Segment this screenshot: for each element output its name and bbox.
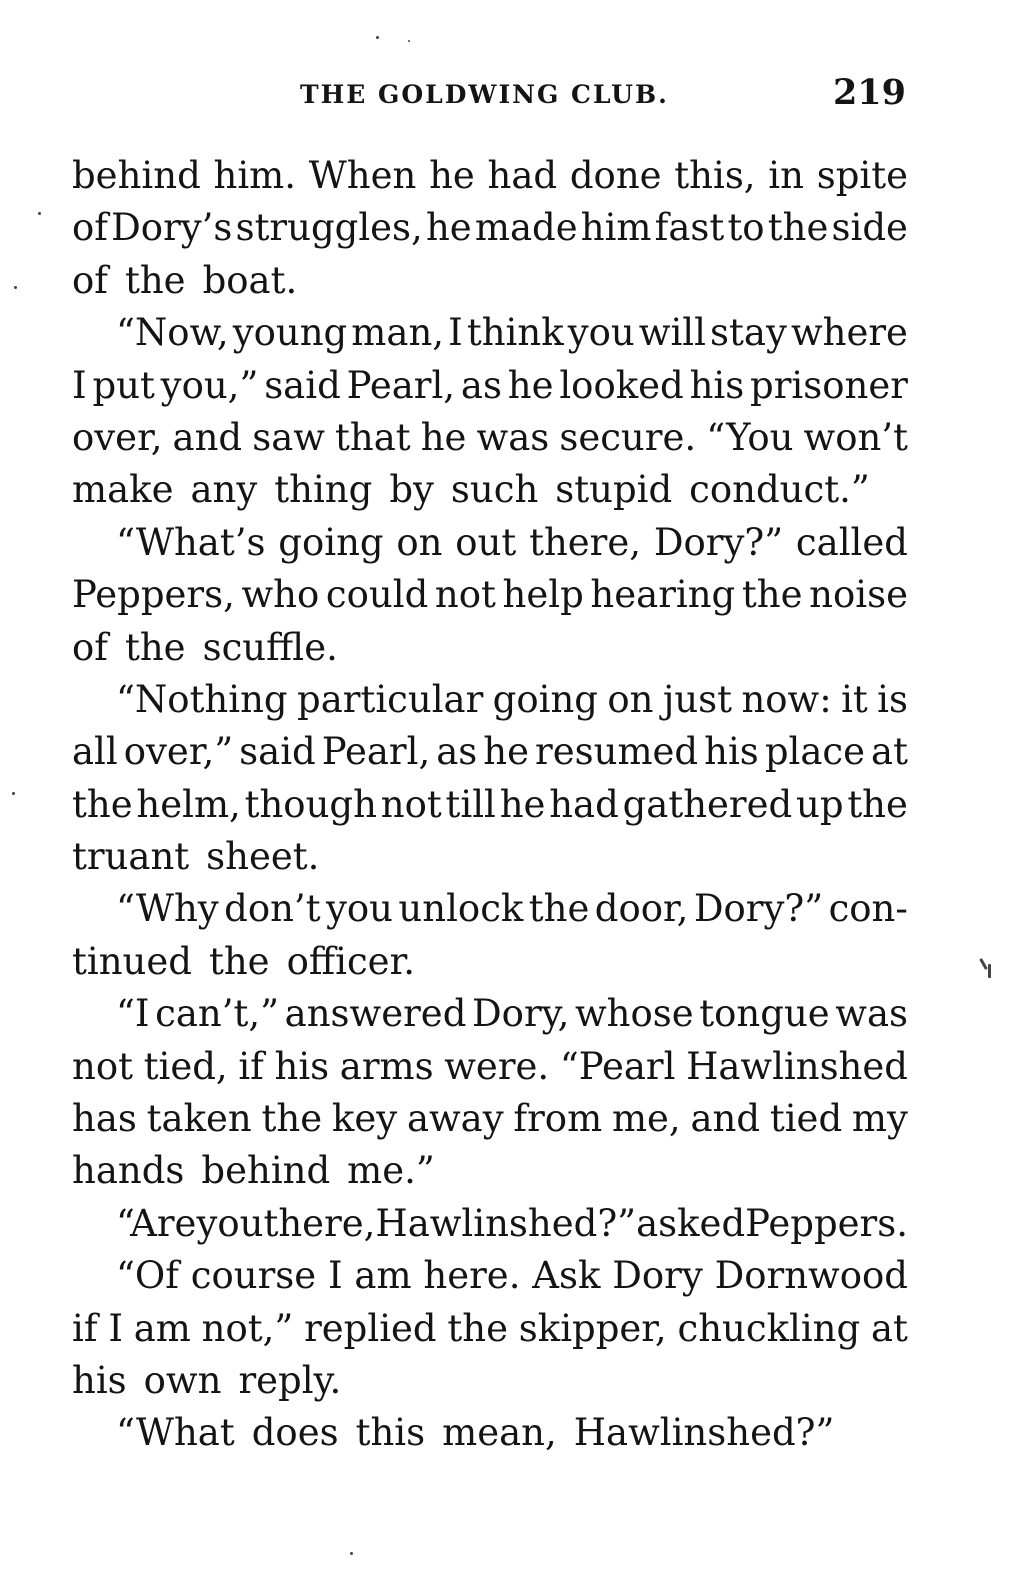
text-line bbox=[72, 1355, 908, 1407]
word: Dory, bbox=[472, 992, 570, 1036]
word: spite bbox=[816, 154, 908, 197]
word: stupid bbox=[555, 468, 673, 512]
word: not,” bbox=[201, 1306, 294, 1350]
word: not bbox=[434, 573, 496, 617]
text-line bbox=[72, 307, 908, 359]
word: not bbox=[380, 782, 442, 826]
word: help bbox=[502, 573, 584, 617]
scan-speck bbox=[350, 1552, 353, 1555]
word: could bbox=[325, 573, 429, 617]
word: answered bbox=[284, 992, 467, 1036]
text-line bbox=[72, 936, 908, 988]
word: Ask bbox=[532, 1254, 601, 1298]
word: my bbox=[851, 1097, 908, 1141]
word: his bbox=[274, 1044, 330, 1088]
word: he bbox=[499, 782, 546, 826]
text-line bbox=[72, 1250, 908, 1302]
word: gathered bbox=[622, 782, 793, 826]
word: such bbox=[450, 468, 539, 512]
text-line bbox=[72, 622, 908, 674]
word: up bbox=[796, 782, 844, 826]
word: and bbox=[172, 415, 243, 459]
word: “What bbox=[116, 1411, 235, 1455]
word: “Are bbox=[116, 1201, 197, 1245]
word: will bbox=[638, 311, 706, 355]
word: noise bbox=[809, 573, 908, 617]
word: his bbox=[72, 1358, 127, 1402]
word: resumed bbox=[535, 730, 699, 774]
word: place bbox=[764, 730, 866, 774]
word: this bbox=[355, 1411, 426, 1455]
word: he bbox=[420, 415, 467, 459]
text-line bbox=[72, 883, 908, 935]
word: fast bbox=[654, 206, 725, 250]
word: man, bbox=[351, 311, 445, 355]
word: tied bbox=[769, 1097, 843, 1141]
word: who bbox=[241, 573, 320, 617]
word: had bbox=[487, 154, 558, 197]
word: made bbox=[474, 206, 578, 250]
text-line bbox=[72, 464, 908, 516]
word: on bbox=[396, 520, 443, 564]
word: young bbox=[232, 311, 348, 355]
text-line bbox=[72, 1198, 908, 1250]
word: “Of bbox=[116, 1254, 179, 1298]
word: by bbox=[389, 468, 434, 512]
word: behind bbox=[72, 154, 201, 197]
word: stay bbox=[710, 311, 787, 355]
word: was bbox=[476, 415, 550, 459]
word: behind bbox=[201, 1149, 331, 1193]
word: it bbox=[841, 677, 868, 721]
word: am bbox=[133, 1306, 191, 1350]
word: does bbox=[251, 1411, 339, 1455]
word: helm, bbox=[136, 782, 241, 826]
word: this, bbox=[674, 154, 756, 197]
word: I bbox=[108, 1306, 123, 1350]
word: looked bbox=[559, 363, 684, 407]
word: to bbox=[727, 206, 765, 250]
word: that bbox=[335, 415, 411, 459]
running-title: THE GOLDWING CLUB. bbox=[300, 80, 669, 109]
word: replied bbox=[304, 1306, 437, 1350]
word: I bbox=[448, 311, 463, 355]
word: going bbox=[278, 520, 384, 564]
word: Peppers, bbox=[72, 573, 235, 617]
text-line bbox=[72, 1093, 908, 1145]
word: I bbox=[72, 363, 87, 407]
word: tied, bbox=[143, 1044, 228, 1088]
word: saw bbox=[252, 415, 325, 459]
word: truant bbox=[72, 835, 190, 879]
word: the bbox=[261, 1097, 323, 1141]
word: “What’s bbox=[116, 520, 266, 564]
word: officer. bbox=[286, 939, 415, 983]
word: the bbox=[847, 782, 908, 826]
word: Peppers. bbox=[745, 1201, 908, 1245]
word: his bbox=[704, 730, 759, 774]
word: Dory?” bbox=[693, 887, 824, 931]
word: thing bbox=[274, 468, 373, 512]
word: taken bbox=[146, 1097, 252, 1141]
word: he bbox=[483, 730, 530, 774]
word: if bbox=[238, 1044, 264, 1088]
word: Pearl, bbox=[346, 363, 456, 407]
word: said bbox=[239, 730, 316, 774]
word: side bbox=[831, 206, 908, 250]
word: secure. bbox=[559, 415, 697, 459]
text-line bbox=[72, 831, 908, 883]
word: all bbox=[72, 730, 118, 774]
word: you,” bbox=[160, 363, 259, 407]
word: the bbox=[208, 939, 270, 983]
word: “Why bbox=[116, 887, 219, 931]
word: not bbox=[72, 1044, 133, 1088]
word: of bbox=[72, 206, 108, 250]
word: chuckling bbox=[677, 1306, 861, 1350]
text-line bbox=[72, 779, 908, 831]
word: the bbox=[124, 258, 186, 302]
text-line bbox=[72, 988, 908, 1040]
word: the bbox=[767, 206, 829, 250]
word: now: bbox=[741, 677, 832, 721]
word: there, bbox=[529, 520, 642, 564]
word: his bbox=[689, 363, 745, 407]
word: unlock bbox=[398, 887, 524, 931]
word: as bbox=[460, 363, 502, 407]
word: scuffle. bbox=[202, 625, 338, 669]
page-number: 219 bbox=[832, 72, 906, 113]
word: here. bbox=[423, 1254, 521, 1298]
word: whose bbox=[575, 992, 694, 1036]
word: put bbox=[92, 363, 155, 407]
word: over, bbox=[72, 415, 163, 459]
word: key bbox=[331, 1097, 398, 1141]
word: called bbox=[795, 520, 908, 564]
text-line bbox=[72, 255, 908, 307]
word: me, bbox=[611, 1097, 681, 1141]
word: Hawlinshed bbox=[686, 1044, 908, 1088]
word: away bbox=[406, 1097, 504, 1141]
word: tinued bbox=[72, 939, 192, 983]
word: Pearl, bbox=[321, 730, 431, 774]
word: over,” bbox=[123, 730, 234, 774]
word: I bbox=[327, 1254, 343, 1298]
word: “I bbox=[116, 992, 150, 1036]
scan-speck bbox=[408, 40, 410, 42]
word: mean, bbox=[442, 1411, 557, 1455]
text-line bbox=[72, 1041, 908, 1093]
word: done bbox=[569, 154, 662, 197]
word: had bbox=[549, 782, 619, 826]
word: “You bbox=[706, 415, 794, 459]
word: has bbox=[72, 1097, 137, 1141]
word: “Pearl bbox=[559, 1044, 676, 1088]
word: Dornwood bbox=[714, 1254, 908, 1298]
word: skipper, bbox=[518, 1306, 667, 1350]
word: you bbox=[196, 1201, 264, 1245]
word: particular bbox=[297, 677, 484, 721]
word: going bbox=[492, 677, 598, 721]
word: am bbox=[354, 1254, 412, 1298]
scan-speck bbox=[14, 286, 17, 289]
word: where bbox=[790, 311, 908, 355]
scan-speck bbox=[12, 792, 15, 795]
word: “Nothing bbox=[116, 677, 288, 721]
word: you bbox=[567, 311, 635, 355]
scan-speck bbox=[376, 36, 379, 39]
word: sheet. bbox=[206, 835, 320, 879]
word: you bbox=[325, 887, 393, 931]
word: he bbox=[507, 363, 554, 407]
word: he bbox=[425, 206, 472, 250]
word: won’t bbox=[803, 415, 908, 459]
word: door, bbox=[594, 887, 689, 931]
word: reply. bbox=[238, 1358, 342, 1402]
scan-speck bbox=[988, 964, 991, 978]
text-line bbox=[72, 1407, 908, 1459]
word: don’t bbox=[224, 887, 321, 931]
word: prisoner bbox=[750, 363, 908, 407]
word: make bbox=[72, 468, 174, 512]
word: till bbox=[445, 782, 496, 826]
word: just bbox=[662, 677, 733, 721]
word: the bbox=[447, 1306, 509, 1350]
word: struggles, bbox=[235, 206, 423, 250]
word: Dory’s bbox=[111, 206, 233, 250]
text-line bbox=[72, 726, 908, 778]
word: own bbox=[143, 1358, 222, 1402]
word: arms bbox=[339, 1044, 434, 1088]
word: hands bbox=[72, 1149, 185, 1193]
word: if bbox=[72, 1306, 98, 1350]
text-line bbox=[72, 1303, 908, 1355]
word: boat. bbox=[202, 258, 298, 302]
word: tongue bbox=[699, 992, 830, 1036]
scan-speck bbox=[979, 958, 988, 970]
text-line bbox=[72, 1145, 908, 1197]
word: there, bbox=[263, 1201, 376, 1245]
text-line bbox=[72, 569, 908, 621]
word: him bbox=[580, 206, 652, 250]
word: of bbox=[72, 625, 108, 669]
word: the bbox=[124, 625, 186, 669]
word: con- bbox=[828, 887, 908, 931]
word: though bbox=[244, 782, 377, 826]
scan-speck bbox=[38, 212, 41, 215]
word: in bbox=[768, 154, 804, 197]
word: on bbox=[607, 677, 654, 721]
word: the bbox=[528, 887, 590, 931]
word: “Now, bbox=[116, 311, 229, 355]
word: and bbox=[690, 1097, 761, 1141]
text-line bbox=[72, 517, 908, 569]
word: Dory bbox=[612, 1254, 703, 1298]
word: out bbox=[455, 520, 517, 564]
body-text bbox=[72, 150, 908, 1460]
word: think bbox=[466, 311, 564, 355]
word: Hawlinshed?” bbox=[375, 1201, 637, 1245]
word: was bbox=[835, 992, 908, 1036]
word: Dory?” bbox=[653, 520, 784, 564]
text-line bbox=[72, 674, 908, 726]
word: the bbox=[72, 782, 133, 826]
word: When bbox=[308, 154, 417, 197]
word: at bbox=[871, 730, 908, 774]
word: conduct.” bbox=[689, 468, 870, 512]
word: him. bbox=[213, 154, 297, 197]
text-line bbox=[72, 412, 908, 464]
word: he bbox=[429, 154, 475, 197]
word: from bbox=[513, 1097, 603, 1141]
word: course bbox=[190, 1254, 317, 1298]
word: asked bbox=[636, 1201, 746, 1245]
word: the bbox=[741, 573, 803, 617]
text-line bbox=[72, 202, 908, 254]
word: Hawlinshed?” bbox=[573, 1411, 835, 1455]
word: hearing bbox=[590, 573, 736, 617]
text-line bbox=[72, 360, 908, 412]
word: me.” bbox=[347, 1149, 435, 1193]
running-head bbox=[72, 70, 908, 118]
word: were. bbox=[444, 1044, 550, 1088]
word: is bbox=[877, 677, 908, 721]
word: any bbox=[190, 468, 258, 512]
word: of bbox=[72, 258, 108, 302]
text-line bbox=[72, 150, 908, 202]
word: said bbox=[264, 363, 341, 407]
word: at bbox=[870, 1306, 908, 1350]
word: can’t,” bbox=[155, 992, 280, 1036]
word: as bbox=[436, 730, 478, 774]
